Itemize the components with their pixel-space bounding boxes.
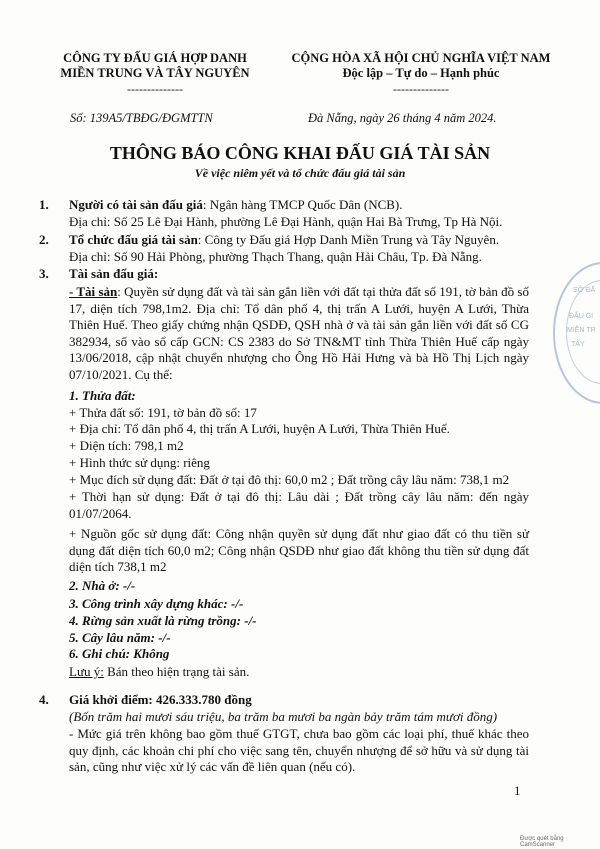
note-text: Bán theo hiện trạng tài sản. [103,664,250,679]
land-item: + Mục đích sử dụng đất: Đất ở tại đô thị: 60,0 m2 ; Đất trồng cây lâu năm: 738,1 m2 [69,472,510,487]
land-item: + Diện tích: 798,1 m2 [69,438,184,453]
sub-item: 2. Nhà ở: -/- [69,578,136,593]
section-2-line [69,232,520,249]
seal-text: TÂY [571,341,585,348]
sub-item: 3. Công trình xây dựng khác: -/- [69,596,244,611]
section-1-line [69,197,520,214]
section-1-address: Địa chỉ: Số 25 Lê Đại Hành, phường Lê Đại Hành, quận Hai Bà Trưng, Tp Hà Nội. [69,214,503,229]
land-item: + Địa chỉ: Tổ dân phố 4, thị trấn A Lưới, huyện A Lưới, Thừa Thiên Huế. [69,421,450,436]
note-line [69,664,520,681]
document-date: Đà Nẵng, ngày 26 tháng 4 năm 2024. [308,111,497,125]
land-origin: + Nguồn gốc sử dụng đất: Công nhận quyền sử dụng đất như giao đất có thu tiền sử dụng đất diện tích 60,0 m2; Công nhận QSDĐ như giao đất không thu tiền sử dụng đất diện tích 738,1 m2 [69,526,529,575]
seal-text: ĐẤU GI [569,313,594,320]
seal-stamp [553,262,600,404]
asset-text: : Quyền sử dụng đất và tài sản gắn liền với đất tại thửa đất số 191, tờ bản đồ số 17, diện tích 798,1m2. Địa chỉ: Tổ dân phố 4, thị trấn A Lưới, huyện A Lưới, Thừa Thiên Huế. Theo giấy chứng nhận QSDĐ, QSH nhà ở và tài sản gắn liền với đất số CG 382934, số vào sổ cấp GCN: CS 2383 do Sở TN&MT tỉnh Thừa Thiên Huế cấp ngày 13/06/2018, cập nhật chuyển nhượng cho Ông Hồ Hải Hưng và bà Hồ Thị Lịch ngày 07/10/2021. Cụ thể: [69,284,529,382]
land-heading: 1. Thửa đất: [69,388,136,403]
section-1-number: 1. [39,197,49,212]
document-number: Số: 139A5/TBĐG/ĐGMTTN [70,111,213,125]
price-notes: - Mức giá trên không bao gồm thuế GTGT, chưa bao gồm các loại phí, thuế khác theo quy định, các khoản chi phí cho việc sang tên, chuyển nhượng để sở hữu và sử dụng tài sản, cũng như việc xử lý các vấn đề liên quan (nếu có). [69,726,529,775]
sub-item: 5. Cây lâu năm: -/- [69,630,171,645]
org-divider: -------------- [127,82,183,96]
section-1-label: Người có tài sản đấu giá [69,197,203,212]
org-name-line1: CÔNG TY ĐẤU GIÁ HỢP DANH [63,51,247,65]
starting-price-words: (Bốn trăm hai mươi sáu triệu, ba trăm ba mươi ba ngàn bảy trăm tám mươi đồng) [69,709,498,724]
section-2-address: Địa chỉ: Số 90 Hải Phòng, phường Thạch Thang, quận Hải Châu, Tp. Đà Nẵng. [69,249,482,264]
nation-motto: Độc lập – Tự do – Hạnh phúc [342,66,500,80]
section-1-value: : Ngân hàng TMCP Quốc Dân (NCB). [202,197,403,212]
land-duration: + Thời hạn sử dụng: Đất ở tại đô thị: Lâu dài ; Đất trồng cây lâu năm: đến ngày 01/07/2064. [69,489,529,521]
page-title: THÔNG BÁO CÔNG KHAI ĐẤU GIÁ TÀI SẢN [109,143,491,163]
section-3-number: 3. [39,266,49,281]
sub-item: 4. Rừng sản xuất là rừng trồng: -/- [69,613,257,628]
page-number: 1 [514,783,521,798]
note-label: Lưu ý: [69,664,104,679]
scanner-watermark: Được quét bằng CamScanner [520,836,564,848]
sub-item: 6. Ghi chú: Không [69,646,170,661]
land-item: + Thửa đất số: 191, tờ bản đồ số: 17 [69,405,257,420]
section-3-label: Tài sản đấu giá [69,266,154,281]
asset-description [69,284,529,384]
seal-text: SỞ ĐẤ [573,287,596,294]
org-name-line2: MIỀN TRUNG VÀ TÂY NGUYÊN [60,66,250,80]
section-3-line [69,266,520,283]
section-3-colon: : [153,266,159,281]
page-subtitle: Về việc niêm yết và tổ chức đấu giá tài sản [194,166,406,180]
nation-divider: -------------- [393,82,449,96]
section-2-number: 2. [39,232,49,247]
section-2-label: Tổ chức đấu giá tài sản [69,232,198,247]
section-4-number: 4. [39,692,49,707]
land-item: + Hình thức sử dụng: riêng [69,455,210,470]
seal-text: MIỀN TR [567,327,596,334]
starting-price: Giá khởi điểm: 426.333.780 đồng [69,692,252,707]
nation-title: CỘNG HÒA XÃ HỘI CHỦ NGHĨA VIỆT NAM [291,51,551,65]
section-2-value: : Công ty Đấu giá Hợp Danh Miền Trung và Tây Nguyên. [197,232,500,247]
asset-label: - Tài sản [69,284,118,299]
